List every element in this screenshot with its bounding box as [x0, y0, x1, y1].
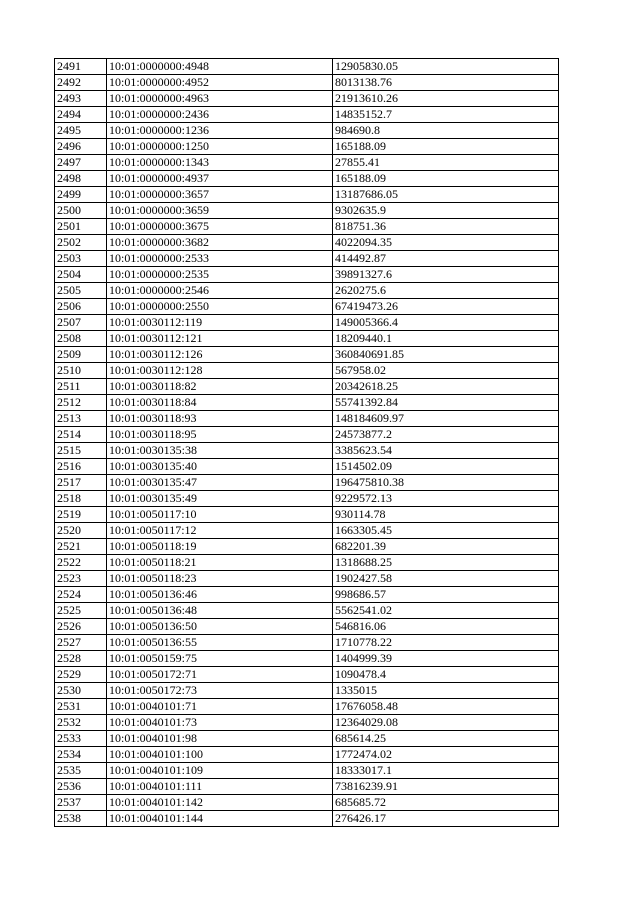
row-number-cell: 2532: [55, 715, 107, 731]
table-row: [55, 75, 559, 91]
table-row: [55, 523, 559, 539]
cadastral-number-cell: 10:01:0000000:2535: [107, 267, 333, 283]
value-cell: 9302635.9: [333, 203, 559, 219]
table-row: [55, 731, 559, 747]
table-row: [55, 171, 559, 187]
value-cell: 276426.17: [333, 811, 559, 827]
value-cell: 2620275.6: [333, 283, 559, 299]
table-row: [55, 299, 559, 315]
data-table: [54, 58, 559, 827]
value-cell: 8013138.76: [333, 75, 559, 91]
table-row: [55, 203, 559, 219]
row-number-cell: 2515: [55, 443, 107, 459]
cadastral-number-cell: 10:01:0030135:38: [107, 443, 333, 459]
value-cell: 685614.25: [333, 731, 559, 747]
cadastral-number-cell: 10:01:0000000:1236: [107, 123, 333, 139]
value-cell: 1404999.39: [333, 651, 559, 667]
table-row: [55, 811, 559, 827]
value-cell: 4022094.35: [333, 235, 559, 251]
cadastral-number-cell: 10:01:0000000:4963: [107, 91, 333, 107]
cadastral-number-cell: 10:01:0030112:128: [107, 363, 333, 379]
cadastral-number-cell: 10:01:0000000:2436: [107, 107, 333, 123]
cadastral-number-cell: 10:01:0040101:111: [107, 779, 333, 795]
cadastral-number-cell: 10:01:0050136:46: [107, 587, 333, 603]
value-cell: 1090478.4: [333, 667, 559, 683]
cadastral-number-cell: 10:01:0050136:48: [107, 603, 333, 619]
row-number-cell: 2500: [55, 203, 107, 219]
row-number-cell: 2503: [55, 251, 107, 267]
table-row: [55, 347, 559, 363]
table-row: [55, 555, 559, 571]
value-cell: 55741392.84: [333, 395, 559, 411]
cadastral-number-cell: 10:01:0000000:2550: [107, 299, 333, 315]
table-row: [55, 91, 559, 107]
value-cell: 165188.09: [333, 171, 559, 187]
row-number-cell: 2525: [55, 603, 107, 619]
table-row: [55, 795, 559, 811]
value-cell: 567958.02: [333, 363, 559, 379]
table-row: [55, 235, 559, 251]
value-cell: 12364029.08: [333, 715, 559, 731]
row-number-cell: 2527: [55, 635, 107, 651]
value-cell: 18333017.1: [333, 763, 559, 779]
cadastral-number-cell: 10:01:0050136:55: [107, 635, 333, 651]
row-number-cell: 2518: [55, 491, 107, 507]
table-row: [55, 779, 559, 795]
table-body: [55, 59, 559, 827]
cadastral-number-cell: 10:01:0040101:142: [107, 795, 333, 811]
table-row: [55, 491, 559, 507]
table-row: [55, 603, 559, 619]
value-cell: 3385623.54: [333, 443, 559, 459]
cadastral-number-cell: 10:01:0000000:4948: [107, 59, 333, 75]
table-row: [55, 507, 559, 523]
row-number-cell: 2529: [55, 667, 107, 683]
value-cell: 414492.87: [333, 251, 559, 267]
row-number-cell: 2537: [55, 795, 107, 811]
table-row: [55, 763, 559, 779]
value-cell: 13187686.05: [333, 187, 559, 203]
row-number-cell: 2534: [55, 747, 107, 763]
cadastral-number-cell: 10:01:0030118:95: [107, 427, 333, 443]
table-row: [55, 619, 559, 635]
value-cell: 20342618.25: [333, 379, 559, 395]
row-number-cell: 2502: [55, 235, 107, 251]
table-row: [55, 395, 559, 411]
table-row: [55, 267, 559, 283]
row-number-cell: 2526: [55, 619, 107, 635]
cadastral-number-cell: 10:01:0050118:19: [107, 539, 333, 555]
table-row: [55, 715, 559, 731]
table-row: [55, 667, 559, 683]
row-number-cell: 2498: [55, 171, 107, 187]
value-cell: 1335015: [333, 683, 559, 699]
cadastral-number-cell: 10:01:0050172:71: [107, 667, 333, 683]
table-row: [55, 635, 559, 651]
cadastral-number-cell: 10:01:0030118:82: [107, 379, 333, 395]
cadastral-number-cell: 10:01:0000000:1343: [107, 155, 333, 171]
cadastral-number-cell: 10:01:0030135:47: [107, 475, 333, 491]
table-row: [55, 571, 559, 587]
value-cell: 685685.72: [333, 795, 559, 811]
cadastral-number-cell: 10:01:0040101:71: [107, 699, 333, 715]
row-number-cell: 2497: [55, 155, 107, 171]
cadastral-number-cell: 10:01:0000000:4952: [107, 75, 333, 91]
value-cell: 682201.39: [333, 539, 559, 555]
row-number-cell: 2491: [55, 59, 107, 75]
table-row: [55, 187, 559, 203]
row-number-cell: 2495: [55, 123, 107, 139]
value-cell: 1772474.02: [333, 747, 559, 763]
row-number-cell: 2501: [55, 219, 107, 235]
cadastral-number-cell: 10:01:0000000:4937: [107, 171, 333, 187]
table-row: [55, 107, 559, 123]
cadastral-number-cell: 10:01:0030135:40: [107, 459, 333, 475]
value-cell: 165188.09: [333, 139, 559, 155]
cadastral-number-cell: 10:01:0000000:3657: [107, 187, 333, 203]
table-row: [55, 315, 559, 331]
cadastral-number-cell: 10:01:0000000:2533: [107, 251, 333, 267]
value-cell: 984690.8: [333, 123, 559, 139]
table-row: [55, 539, 559, 555]
table-row: [55, 219, 559, 235]
row-number-cell: 2530: [55, 683, 107, 699]
row-number-cell: 2509: [55, 347, 107, 363]
value-cell: 930114.78: [333, 507, 559, 523]
cadastral-number-cell: 10:01:0050136:50: [107, 619, 333, 635]
row-number-cell: 2510: [55, 363, 107, 379]
row-number-cell: 2504: [55, 267, 107, 283]
value-cell: 73816239.91: [333, 779, 559, 795]
value-cell: 18209440.1: [333, 331, 559, 347]
value-cell: 149005366.4: [333, 315, 559, 331]
cadastral-number-cell: 10:01:0050118:21: [107, 555, 333, 571]
row-number-cell: 2522: [55, 555, 107, 571]
value-cell: 818751.36: [333, 219, 559, 235]
table-row: [55, 651, 559, 667]
value-cell: 998686.57: [333, 587, 559, 603]
row-number-cell: 2514: [55, 427, 107, 443]
cadastral-number-cell: 10:01:0050117:12: [107, 523, 333, 539]
row-number-cell: 2528: [55, 651, 107, 667]
value-cell: 546816.06: [333, 619, 559, 635]
value-cell: 27855.41: [333, 155, 559, 171]
row-number-cell: 2513: [55, 411, 107, 427]
row-number-cell: 2523: [55, 571, 107, 587]
value-cell: 1710778.22: [333, 635, 559, 651]
cadastral-number-cell: 10:01:0030112:121: [107, 331, 333, 347]
value-cell: 12905830.05: [333, 59, 559, 75]
value-cell: 21913610.26: [333, 91, 559, 107]
row-number-cell: 2521: [55, 539, 107, 555]
table-row: [55, 443, 559, 459]
value-cell: 17676058.48: [333, 699, 559, 715]
table-row: [55, 587, 559, 603]
value-cell: 67419473.26: [333, 299, 559, 315]
row-number-cell: 2524: [55, 587, 107, 603]
row-number-cell: 2499: [55, 187, 107, 203]
table-row: [55, 251, 559, 267]
table-row: [55, 123, 559, 139]
value-cell: 24573877.2: [333, 427, 559, 443]
row-number-cell: 2512: [55, 395, 107, 411]
row-number-cell: 2506: [55, 299, 107, 315]
value-cell: 1318688.25: [333, 555, 559, 571]
cadastral-number-cell: 10:01:0000000:3675: [107, 219, 333, 235]
row-number-cell: 2511: [55, 379, 107, 395]
row-number-cell: 2516: [55, 459, 107, 475]
cadastral-number-cell: 10:01:0040101:100: [107, 747, 333, 763]
row-number-cell: 2505: [55, 283, 107, 299]
row-number-cell: 2520: [55, 523, 107, 539]
value-cell: 1902427.58: [333, 571, 559, 587]
value-cell: 1514502.09: [333, 459, 559, 475]
cadastral-number-cell: 10:01:0000000:1250: [107, 139, 333, 155]
table-row: [55, 379, 559, 395]
cadastral-number-cell: 10:01:0030112:126: [107, 347, 333, 363]
table-row: [55, 411, 559, 427]
row-number-cell: 2494: [55, 107, 107, 123]
value-cell: 9229572.13: [333, 491, 559, 507]
table-row: [55, 139, 559, 155]
cadastral-number-cell: 10:01:0030118:93: [107, 411, 333, 427]
table-row: [55, 699, 559, 715]
row-number-cell: 2536: [55, 779, 107, 795]
cadastral-number-cell: 10:01:0000000:3659: [107, 203, 333, 219]
table-row: [55, 747, 559, 763]
table-row: [55, 59, 559, 75]
row-number-cell: 2535: [55, 763, 107, 779]
row-number-cell: 2531: [55, 699, 107, 715]
value-cell: 196475810.38: [333, 475, 559, 491]
cadastral-number-cell: 10:01:0030118:84: [107, 395, 333, 411]
row-number-cell: 2492: [55, 75, 107, 91]
value-cell: 148184609.97: [333, 411, 559, 427]
row-number-cell: 2496: [55, 139, 107, 155]
value-cell: 5562541.02: [333, 603, 559, 619]
row-number-cell: 2538: [55, 811, 107, 827]
table-row: [55, 459, 559, 475]
value-cell: 39891327.6: [333, 267, 559, 283]
row-number-cell: 2493: [55, 91, 107, 107]
cadastral-number-cell: 10:01:0050117:10: [107, 507, 333, 523]
cadastral-number-cell: 10:01:0040101:73: [107, 715, 333, 731]
cadastral-number-cell: 10:01:0000000:3682: [107, 235, 333, 251]
table-row: [55, 283, 559, 299]
row-number-cell: 2508: [55, 331, 107, 347]
cadastral-number-cell: 10:01:0050118:23: [107, 571, 333, 587]
cadastral-number-cell: 10:01:0000000:2546: [107, 283, 333, 299]
row-number-cell: 2517: [55, 475, 107, 491]
value-cell: 1663305.45: [333, 523, 559, 539]
table-row: [55, 363, 559, 379]
cadastral-number-cell: 10:01:0030135:49: [107, 491, 333, 507]
cadastral-number-cell: 10:01:0030112:119: [107, 315, 333, 331]
table-row: [55, 683, 559, 699]
table-row: [55, 427, 559, 443]
table-row: [55, 475, 559, 491]
table-row: [55, 331, 559, 347]
cadastral-number-cell: 10:01:0040101:98: [107, 731, 333, 747]
value-cell: 14835152.7: [333, 107, 559, 123]
row-number-cell: 2533: [55, 731, 107, 747]
value-cell: 360840691.85: [333, 347, 559, 363]
table-row: [55, 155, 559, 171]
cadastral-number-cell: 10:01:0040101:144: [107, 811, 333, 827]
row-number-cell: 2519: [55, 507, 107, 523]
cadastral-number-cell: 10:01:0050159:75: [107, 651, 333, 667]
cadastral-number-cell: 10:01:0040101:109: [107, 763, 333, 779]
cadastral-number-cell: 10:01:0050172:73: [107, 683, 333, 699]
row-number-cell: 2507: [55, 315, 107, 331]
